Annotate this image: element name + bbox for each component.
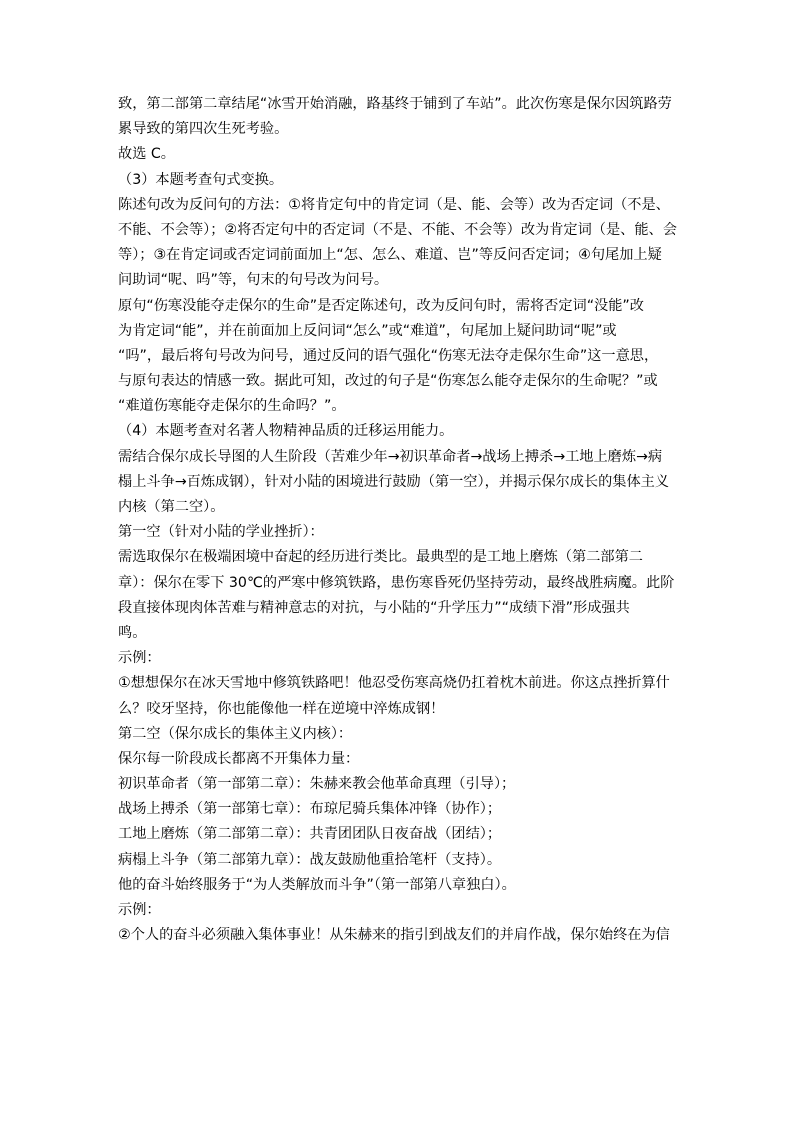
text-line: 需选取保尔在极端困境中奋起的经历进行类比。最典型的是工地上磨炼（第二部第二 — [118, 549, 643, 566]
text-line: 章）：保尔在零下 30℃的严寒中修筑铁路，患伤寒昏死仍坚持劳动，最终战胜病魔。此阶 — [118, 574, 675, 591]
text-line: 致，第二部第二章结尾“冰雪开始消融，路基终于铺到了车站”。此次伤寒是保尔因筑路劳 — [118, 96, 672, 112]
text-line: 战场上搏杀（第一部第七章）：布琼尼骑兵集体冲锋（协作）； — [118, 801, 502, 818]
text-line: 段直接体现肉体苦难与精神意志的对抗，与小陆的“升学压力”“成绩下滑”形成强共 — [118, 599, 630, 616]
text-line: （4）本题考查对名著人物精神品质的迁移运用能力。 — [118, 423, 454, 440]
text-line: 工地上磨炼（第二部第二章）：共青团团队日夜奋战（团结）； — [118, 826, 502, 843]
text-line: 初识革命者（第一部第二章）：朱赫来教会他革命真理（引导）； — [118, 776, 516, 793]
text-line: ②个人的奋斗必须融入集体事业！从朱赫来的指引到战友们的并肩作战，保尔始终在为信 — [118, 927, 670, 944]
text-line: 不能、不会等）；②将否定句中的否定词（不是、不能、不会等）改为肯定词（是、能、会 — [118, 221, 677, 238]
text-line: 第一空（针对小陆的学业挫折）： — [118, 524, 324, 541]
text-line: （3）本题考查句式变换。 — [118, 171, 284, 188]
text-line: 示例： — [118, 902, 161, 918]
text-line: 累导致的第四次生死考验。 — [118, 121, 289, 138]
text-line: 么？咬牙坚持，你也能像他一样在逆境中淬炼成钢！ — [118, 700, 445, 717]
document-page — [118, 92, 678, 948]
text-line: 他的奋斗始终服务于“为人类解放而斗争”（第一部第八章独白）。 — [118, 876, 516, 893]
text-line: 鸣。 — [118, 624, 147, 641]
text-line: 等）；③在肯定词或否定词前面加上“怎、怎么、难道、岂”等反问否定词；④句尾加上疑 — [118, 247, 662, 264]
text-line: “吗”，最后将句号改为问号，通过反问的语气强化“伤寒无法夺走保尔生命”这一意思， — [118, 347, 659, 364]
text-line: 问助词“呢、吗”等，句末的句号改为问号。 — [118, 272, 389, 289]
text-line: 示例： — [118, 650, 161, 667]
text-line: 第二空（保尔成长的集体主义内核）： — [118, 725, 353, 742]
text-line: “难道伤寒能夺走保尔的生命吗？”。 — [118, 398, 346, 415]
text-line: 病榻上斗争（第二部第九章）：战友鼓励他重拾笔杆（支持）。 — [118, 851, 502, 868]
text-line: 内核（第二空）。 — [118, 499, 225, 515]
text-line: 为肯定词“能”，并在前面加上反问词“怎么”或“难道”，句尾加上疑问助词“呢”或 — [118, 322, 617, 339]
text-line: 原句“伤寒没能夺走保尔的生命”是否定陈述句，改为反问句时，需将否定词“没能”改 — [118, 297, 644, 314]
text-line: 与原句表达的情感一致。据此可知，改过的句子是“伤寒怎么能夺走保尔的生命呢？”或 — [118, 373, 658, 390]
text-line: ①想想保尔在冰天雪地中修筑铁路吧！他忍受伤寒高烧仍扛着枕木前进。你这点挫折算什 — [118, 675, 670, 692]
text-line: 需结合保尔成长导图的人生阶段（苦难少年→初识革命者→战场上搏杀→工地上磨炼→病 — [118, 448, 663, 465]
text-line: 陈述句改为反问句的方法：①将肯定句中的肯定词（是、能、会等）改为否定词（不是、 — [118, 196, 670, 213]
text-line: 故选 C。 — [118, 146, 175, 163]
text-line: 保尔每一阶段成长都离不开集体力量： — [118, 750, 360, 767]
text-line: 榻上斗争→百炼成钢），针对小陆的困境进行鼓励（第一空），并揭示保尔成长的集体主义 — [118, 473, 670, 490]
